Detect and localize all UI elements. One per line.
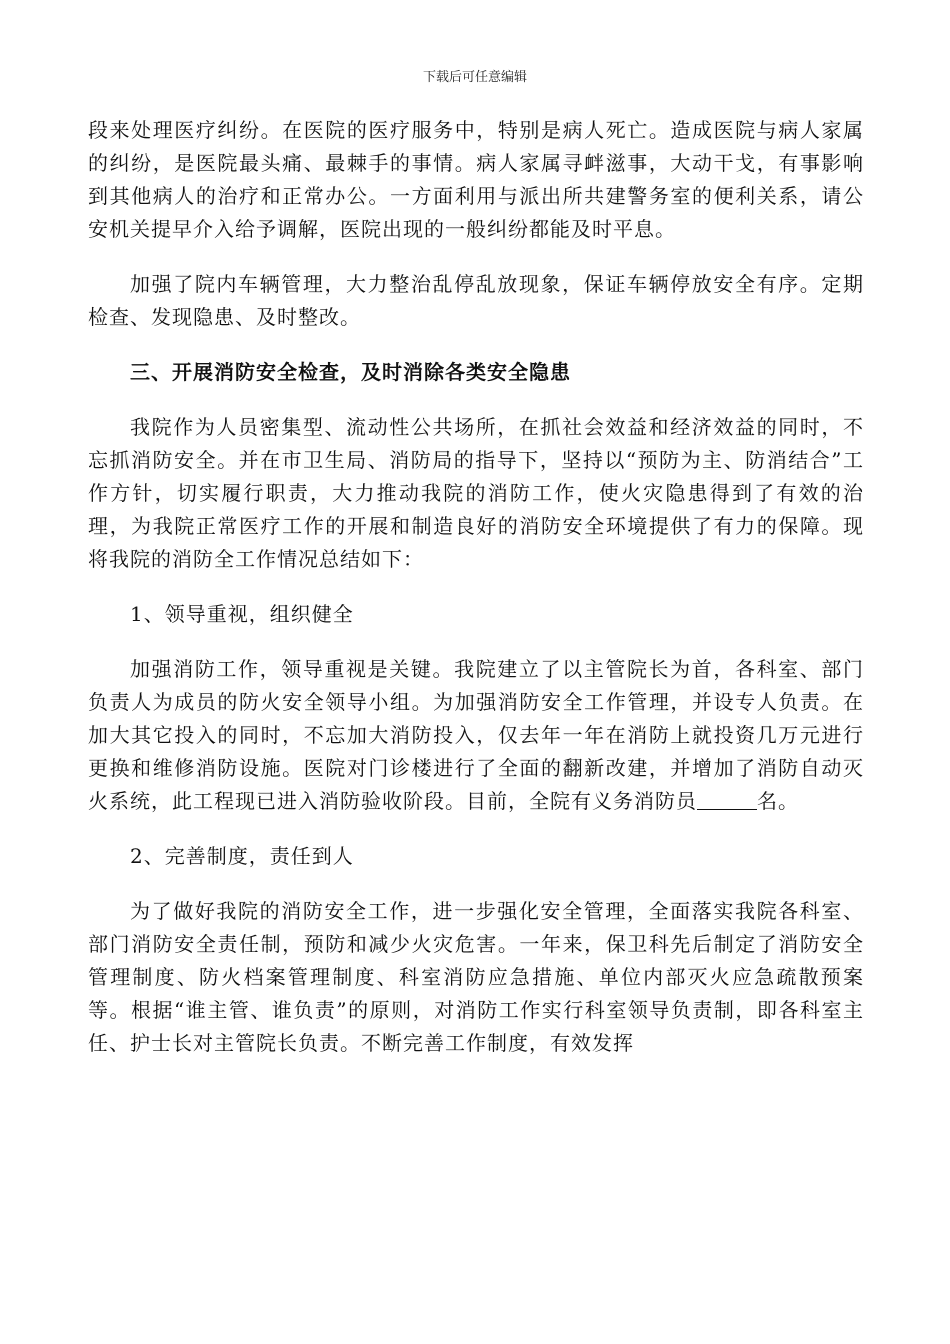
paragraph-leadership	[88, 653, 864, 818]
section-heading-fire-safety: 三、开展消防安全检查，及时消除各类安全隐患	[130, 360, 571, 384]
document-body	[88, 114, 864, 1082]
subheading-leadership: 1、领导重视，组织健全	[130, 602, 354, 626]
paragraph-leadership-text: 加强消防工作，领导重视是关键。我院建立了以主管院长为首，各科室、部门负责人为成员的防火安全领导小组。为加强消防安全工作管理，并设专人负责。在加大其它投入的同时，不忘加大消防投入，仅去年一年在消防上就投资几万元进行更换和维修消防设施。医院对门诊楼进行了全面的翻新改建，并增加了消防自动灭火系统，此工程现已进入消防验收阶段。目前，全院有义务消防员	[88, 657, 864, 813]
page-header: 下载后可任意编辑	[422, 70, 527, 85]
paragraph-medical-disputes: 段来处理医疗纠纷。在医院的医疗服务中，特别是病人死亡。造成医院与病人家属的纠纷，是医院最头痛、最棘手的事情。病人家属寻衅滋事，大动干戈，有事影响到其他病人的治疗和正常办公。一方面利用与派出所共建警务室的便利关系，请公安机关提早介入给予调解，医院出现的一般纠纷都能及时平息。	[88, 118, 864, 241]
paragraph-fire-safety-intro: 我院作为人员密集型、流动性公共场所，在抓社会效益和经济效益的同时，不忘抓消防安全。并在市卫生局、消防局的指导下，坚持以“预防为主、防消结合”工作方针，切实履行职责，大力推动我院的消防工作，使火灾隐患得到了有效的治理，为我院正常医疗工作的开展和制造良好的消防安全环境提供了有力的保障。现将我院的消防全工作情况总结如下：	[88, 415, 864, 571]
subheading-regulations: 2、完善制度，责任到人	[130, 844, 354, 868]
paragraph-vehicle-management: 加强了院内车辆管理，大力整治乱停乱放现象，保证车辆停放安全有序。定期检查、发现隐患、及时整改。	[88, 272, 864, 329]
paragraph-regulations: 为了做好我院的消防安全工作，进一步强化安全管理，全面落实我院各科室、部门消防安全责任制，预防和减少火灾危害。一年来，保卫科先后制定了消防安全管理制度、防火档案管理制度、科室消防应急措施、单位内部灭火应急疏散预案等。根据“谁主管、谁负责”的原则，对消防工作实行科室领导负责制，即各科室主任、护士长对主管院长负责。不断完善工作制度，有效发挥	[88, 899, 864, 1055]
paragraph-leadership-end: 名。	[757, 789, 799, 813]
fill-in-blank	[697, 789, 757, 810]
